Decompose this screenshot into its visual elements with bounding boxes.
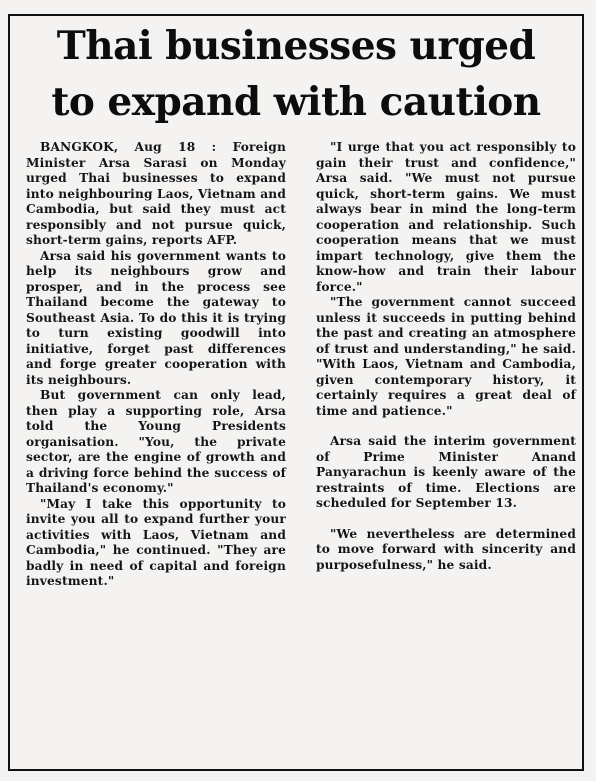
paragraph: Arsa said his government wants to help its neighbours grow and prosper, and in the process see Thailand become the gateway to Southeast Asia. To do this it is trying to turn existing goodwill into initiative, forget past differences and forge greater cooperation with its neighbours. [26, 248, 286, 387]
paragraph: "I urge that you act responsibly to gain their trust and confidence," Arsa said. "We must not pursue quick, short-term gains. We must always bear in mind the long-term cooperation and relationship. Such cooperation means that we must impart technology, give them the know-how and train their labour force." [316, 140, 576, 294]
column-gap [316, 512, 576, 527]
paragraph: But government can only lead, then play a supporting role, Arsa told the Young Presidents organisation. "You, the private sector, are the engine of growth and a driving force behind the success of Thailand's economy." [26, 388, 286, 495]
column-gap [316, 419, 576, 434]
paragraph: Arsa said the interim government of Prime Minister Anand Panyarachun is keenly aware of the restraints of time. Elections are scheduled for September 13. [316, 434, 576, 510]
headline-line-2: to expand with caution [51, 79, 541, 125]
article-body [26, 140, 576, 760]
paragraph: "May I take this opportunity to invite you all to expand further your activities with Laos, Vietnam and Cambodia," he continued. "They are badly in need of capital and foreign investment." [26, 496, 286, 588]
headline-line-1: Thai businesses urged [56, 23, 536, 69]
paragraph: BANGKOK, Aug 18 : Foreign Minister Arsa Sarasi on Monday urged Thai businesses to expand into neighbouring Laos, Vietnam and Cambodia, but said they must act responsibly and not pursue quick, short-term gains, reports AFP. [26, 140, 286, 247]
column-right [316, 140, 576, 760]
paragraph: "We nevertheless are determined to move forward with sincerity and purposefulness," he said. [316, 526, 576, 572]
paragraph: "The government cannot succeed unless it succeeds in putting behind the past and creating an atmosphere of trust and understanding," he said. "With Laos, Vietnam and Cambodia, given contemporary history, it certainly requires a great deal of time and patience." [316, 295, 576, 418]
column-left [26, 140, 286, 760]
headline [10, 18, 582, 130]
